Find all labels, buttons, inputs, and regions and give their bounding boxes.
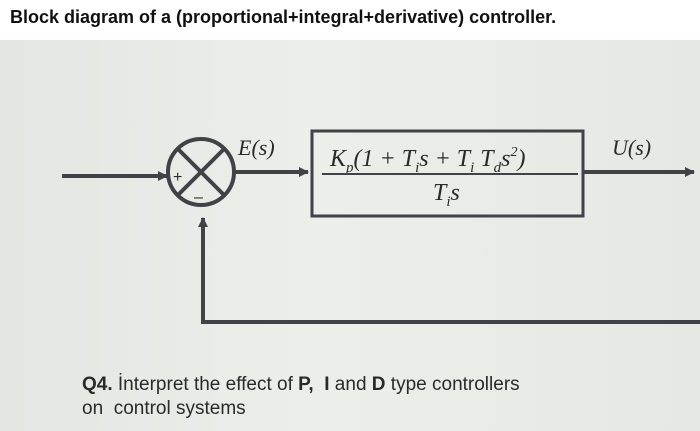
summing-junction	[168, 139, 234, 206]
summer-plus-sign: +	[173, 169, 183, 186]
transfer-denominator: $T_is$	[433, 180, 460, 210]
question-text: Q4. İnterpret the effect of P, I and D type controllers on control systems	[82, 374, 520, 419]
error-label: E(s)	[238, 135, 275, 160]
page-title: Block diagram of a (proportional+integral+derivative) controller.	[10, 7, 557, 27]
question-number: Q4.	[82, 374, 113, 395]
feedback-path	[203, 218, 700, 322]
summer-minus-sign: –	[194, 189, 203, 206]
transfer-numerator: $K_p(1 + T_is + T_i$ $T_ds^2$)	[330, 145, 526, 176]
output-label: U(s)	[612, 135, 652, 160]
